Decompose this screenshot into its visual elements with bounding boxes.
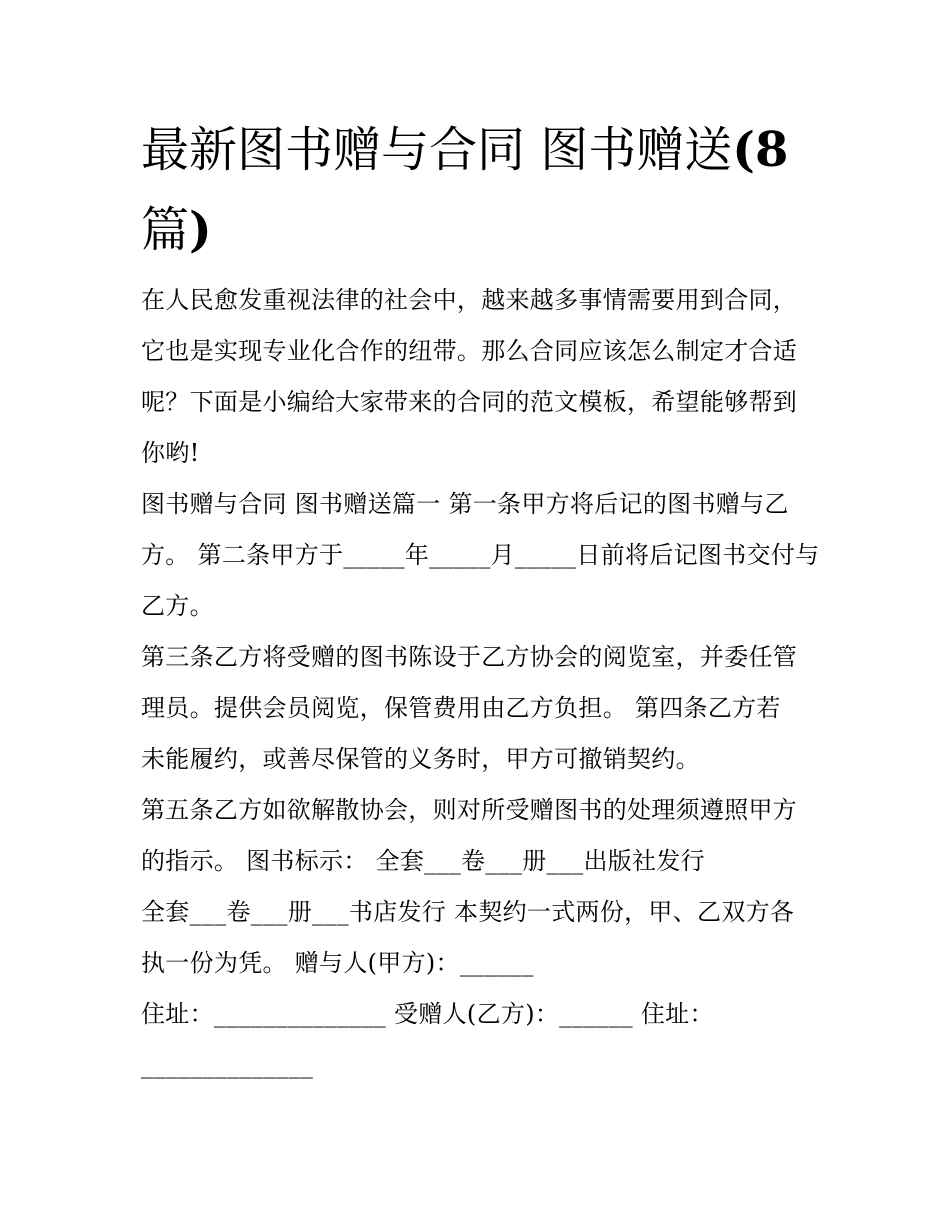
- text-line: 住址：______________ 受赠人(乙方)：______ 住址：: [141, 1000, 714, 1028]
- text-line: 全套___卷___册___书店发行 本契约一式两份，甲、乙双方各: [141, 898, 795, 926]
- text-line: ______________: [141, 1051, 314, 1079]
- text-line: 图书赠与合同 图书赠送篇一 第一条甲方将后记的图书赠与乙: [141, 490, 789, 518]
- paragraph-signatures: [141, 989, 821, 1091]
- title-line-1: 最新图书赠与合同 图书赠送(8: [141, 122, 789, 178]
- document-body: [141, 275, 821, 1091]
- text-line: 未能履约，或善尽保管的义务时，甲方可撤销契约。: [141, 745, 700, 773]
- paragraph-article-5: [141, 785, 821, 989]
- title-line-2: 篇): [141, 202, 212, 258]
- text-line: 它也是实现专业化合作的纽带。那么合同应该怎么制定才合适: [141, 337, 798, 365]
- paragraph-intro: [141, 275, 821, 479]
- text-line: 呢？下面是小编给大家带来的合同的范文模板，希望能够帮到: [141, 388, 798, 416]
- text-line: 理员。提供会员阅览，保管费用由乙方负担。 第四条乙方若: [141, 694, 781, 722]
- title-latin-text: ): [189, 202, 212, 258]
- paragraph-article-3-4: [141, 632, 821, 785]
- paragraph-article-1-2: [141, 479, 821, 632]
- text-line: 你哟!: [141, 439, 200, 467]
- title-latin-text: (8: [732, 122, 789, 178]
- document-title: [141, 110, 821, 270]
- text-line: 第三条乙方将受赠的图书陈设于乙方协会的阅览室，并委任管: [141, 643, 798, 671]
- text-line: 方。 第二条甲方于_____年_____月_____日前将后记图书交付与: [141, 541, 820, 569]
- text-line: 执一份为凭。 赠与人(甲方)：______: [141, 949, 534, 977]
- text-line: 乙方。: [141, 592, 214, 620]
- text-line: 在人民愈发重视法律的社会中，越来越多事情需要用到合同，: [141, 286, 798, 314]
- text-line: 的指示。 图书标示： 全套___卷___册___出版社发行: [141, 847, 705, 875]
- text-line: 第五条乙方如欲解散协会，则对所受赠图书的处理须遵照甲方: [141, 796, 798, 824]
